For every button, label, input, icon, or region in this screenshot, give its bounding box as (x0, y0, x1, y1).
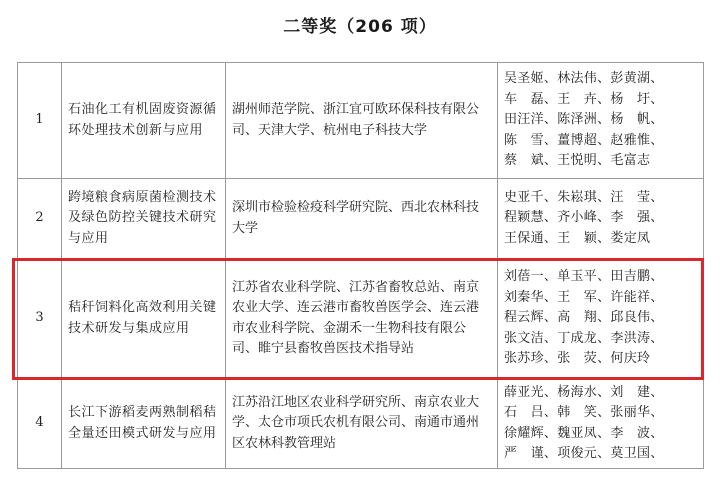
completers-list: 史亚千、朱崧琪、汪 莹、 程颖慧、齐小峰、李 强、 王保通、王 颖、娄定凤 (504, 189, 664, 246)
completing-units: 江苏沿江地区农业科学研究所、南京农业大学、太仓市项氏农机有限公司、南通市通州区农林科教管理站 (226, 379, 498, 469)
row-number: 2 (18, 179, 62, 259)
completers-list: 吴圣姬、林法伟、彭黄湖、 车 磊、王 卉、杨 圩、 田汪洋、陈泽洲、杨 帆、 陈 雪、薑博超、赵雅惟、 蔡 斌、王悦明、毛富志 (504, 71, 664, 169)
completers-list: 薛亚光、杨海水、刘 建、 石 吕、韩 笑、张丽华、 徐耀辉、魏亚凤、李 波、 严 谨、项俊元、莫卫国、 (504, 384, 664, 461)
project-name: 秸秆饲料化高效利用关键技术研发与集成应用 (62, 259, 226, 379)
completers-cell (498, 379, 704, 469)
row-number: 4 (18, 379, 62, 469)
completing-units: 湖州师范学院、浙江宜可欧环保科技有限公司、天津大学、杭州电子科技大学 (226, 63, 498, 179)
completers-list: 刘蓓一、单玉平、田吉鹏、 刘秦华、王 军、许能祥、 程云辉、高 翔、邱良伟、 张文洁、丁成龙、李洪涛、 张苏珍、张 荧、何庆玲 (504, 269, 664, 367)
table-row (18, 379, 704, 469)
completers-cell (498, 179, 704, 259)
row-number: 1 (18, 63, 62, 179)
project-name: 跨境粮食病原菌检测技术及绿色防控关键技术研究与应用 (62, 179, 226, 259)
completers-cell (498, 63, 704, 179)
table-row (18, 179, 704, 259)
table-row (18, 63, 704, 179)
completers-cell (498, 259, 704, 379)
project-name: 石油化工有机固废资源循环处理技术创新与应用 (62, 63, 226, 179)
table-row (18, 259, 704, 379)
row-number: 3 (18, 259, 62, 379)
awards-table (17, 62, 704, 469)
completing-units: 江苏省农业科学院、江苏省畜牧总站、南京农业大学、连云港市畜牧兽医学会、连云港市农业科学院、金湖禾一生物科技有限公司、睢宁县畜牧兽医技术指导站 (226, 259, 498, 379)
page-title: 二等奖（206 项） (283, 17, 437, 37)
project-name: 长江下游稻麦两熟制稻秸全量还田模式研发与应用 (62, 379, 226, 469)
completing-units: 深圳市检验检疫科学研究院、西北农林科技大学 (226, 179, 498, 259)
